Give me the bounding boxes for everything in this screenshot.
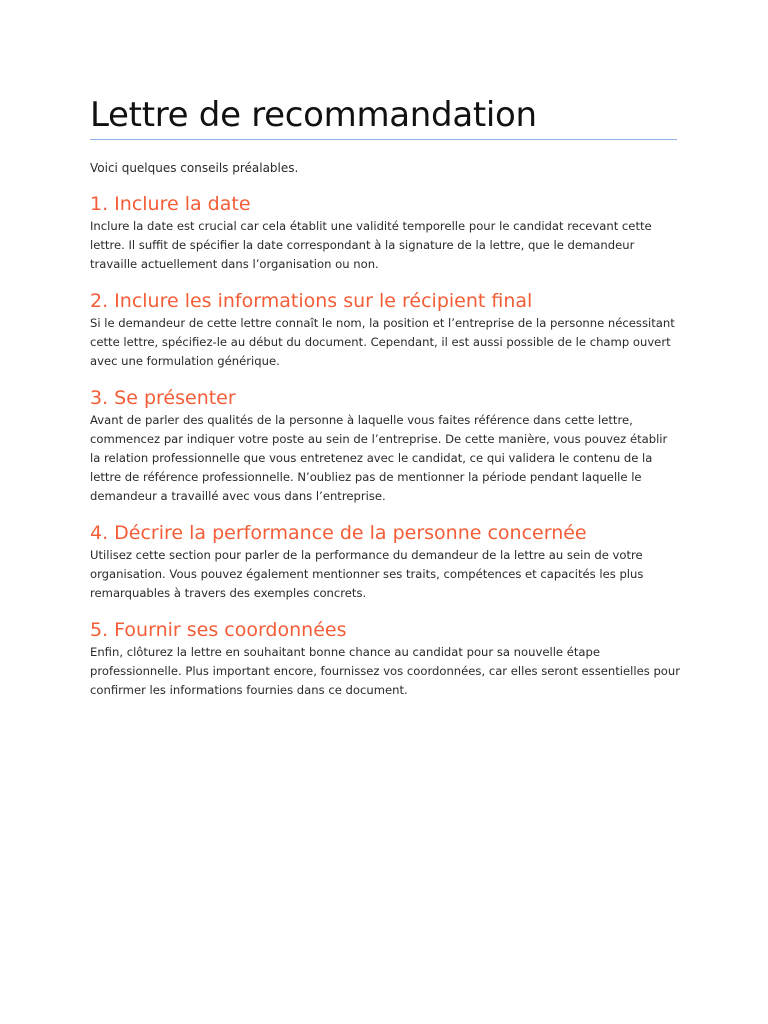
section-heading: 2. Inclure les informations sur le récipient final [90, 290, 533, 312]
section-heading: 3. Se présenter [90, 387, 236, 409]
intro-text: Voici quelques conseils préalables. [90, 161, 299, 175]
section-body: Si le demandeur de cette lettre connaît le nom, la position et l’entreprise de la personne nécessitant cette lettre, spécifiez-le au début du document. Cependant, il est aussi possible de le champ ouvert avec une formulation générique. [90, 316, 675, 368]
section-date [90, 192, 680, 274]
section-body: Enfin, clôturez la lettre en souhaitant bonne chance au candidat pour sa nouvelle étape professionnelle. Plus important encore, fournissez vos coordonnées, car elles seront essentielles pour confirmer les informations fournies dans ce document. [90, 645, 681, 697]
section-body: Utilisez cette section pour parler de la performance du demandeur de la lettre au sein de votre organisation. Vous pouvez également mentionner ses traits, compétences et capacités les plus remarquables à travers des exemples concrets. [90, 548, 644, 600]
section-performance [90, 521, 680, 603]
section-heading: 4. Décrire la performance de la personne concernée [90, 522, 587, 544]
section-heading: 5. Fournir ses coordonnées [90, 619, 347, 641]
section-body: Inclure la date est crucial car cela établit une validité temporelle pour le candidat recevant cette lettre. Il suffit de spécifier la date correspondant à la signature de la lettre, que le demandeur travaille actuellement dans l’organisation ou non. [90, 219, 652, 271]
title-divider [90, 139, 677, 140]
section-recipient [90, 289, 680, 371]
section-body: Avant de parler des qualités de la personne à laquelle vous faites référence dans cette lettre, commencez par indiquer votre poste au sein de l’entreprise. De cette manière, vous pouvez établir la relation professionnelle que vous entretenez avec le candidat, ce qui validera le contenu de la lettre de référence professionnelle. N’oubliez pas de mentionner la période pendant laquelle le demandeur a travaillé avec vous dans l’entreprise. [90, 413, 668, 503]
section-heading: 1. Inclure la date [90, 193, 251, 215]
section-introduce [90, 386, 680, 506]
section-contact [90, 618, 680, 700]
document-page [90, 92, 680, 700]
document-title: Lettre de recommandation [90, 95, 537, 135]
